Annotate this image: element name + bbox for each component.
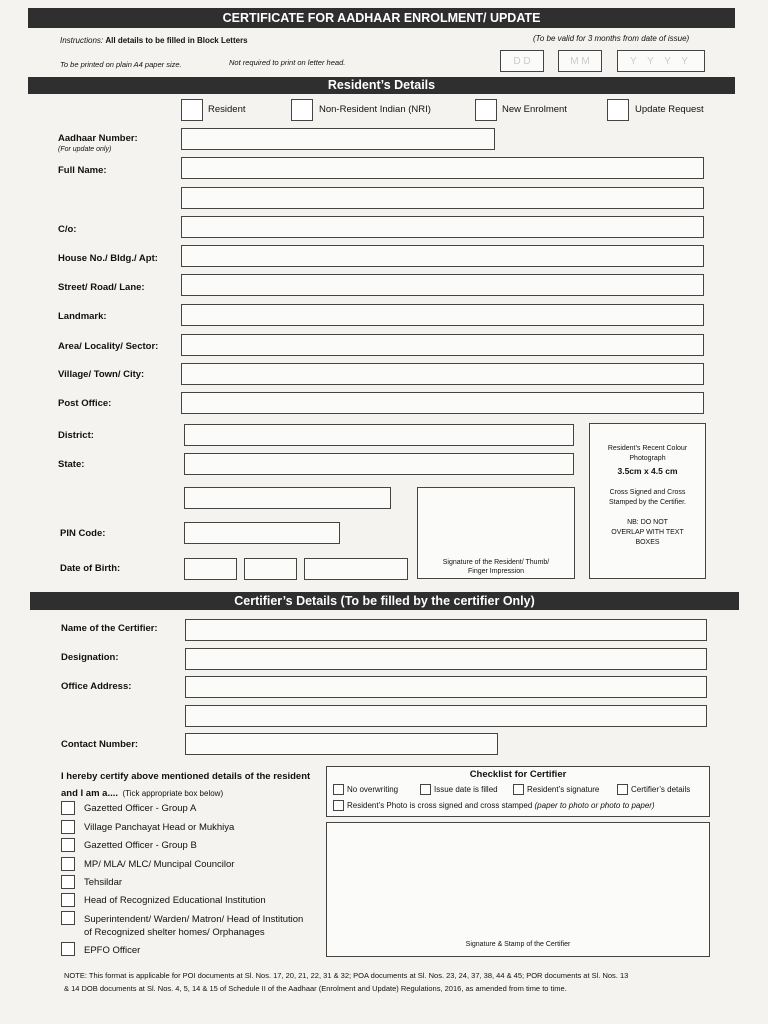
dob-year-field[interactable] bbox=[304, 558, 408, 580]
certifier-stamp-caption: Signature & Stamp of the Certifier bbox=[465, 941, 571, 948]
district-field[interactable] bbox=[184, 424, 574, 446]
care-of-field[interactable] bbox=[181, 216, 704, 238]
certifier-name-label: Name of the Certifier: bbox=[61, 623, 158, 634]
role-checkbox-epfo[interactable] bbox=[61, 942, 75, 956]
state-field-line2[interactable] bbox=[184, 487, 391, 509]
footer-note-line1: NOTE: This format is applicable for POI documents at Sl. Nos. 17, 20, 21, 22, 31 & 32; POA documents at Sl. Nos. 23, 24, 37, 38, 44 & 45; POR documents at Sl. Nos. 13 bbox=[64, 971, 629, 980]
photo-box[interactable] bbox=[589, 423, 706, 579]
office-address-label: Office Address: bbox=[61, 681, 132, 692]
certify-iam: and I am a.... bbox=[61, 788, 119, 799]
issue-date-year[interactable] bbox=[617, 50, 705, 72]
checklist-no-overwriting-label: No overwriting bbox=[347, 785, 399, 794]
instructions-line bbox=[60, 36, 248, 45]
checklist-photo-label: Resident’s Photo is cross signed and cross stamped bbox=[347, 801, 533, 810]
checklist-issue-date-label: Issue date is filled bbox=[434, 785, 498, 794]
designation-label: Designation: bbox=[61, 652, 119, 663]
certify-statement: I hereby certify above mentioned details of the resident bbox=[61, 771, 311, 782]
village-field[interactable] bbox=[181, 363, 704, 385]
certifier-name-field[interactable] bbox=[185, 619, 707, 641]
checklist-resident-signature-checkbox[interactable] bbox=[513, 784, 524, 795]
dob-day-field[interactable] bbox=[184, 558, 237, 580]
role-label-superintendent-line2: of Recognized shelter homes/ Orphanages bbox=[84, 927, 265, 938]
post-office-field[interactable] bbox=[181, 392, 704, 414]
district-label: District: bbox=[58, 430, 94, 441]
checklist-resident-signature-label: Resident’s signature bbox=[527, 785, 600, 794]
street-label: Street/ Road/ Lane: bbox=[58, 282, 145, 293]
care-of-label: C/o: bbox=[58, 224, 77, 235]
instructions-text: All details to be filled in Block Letters bbox=[105, 36, 248, 45]
update-request-checkbox[interactable] bbox=[607, 99, 629, 121]
full-name-label: Full Name: bbox=[58, 165, 107, 176]
letterhead-note: Not required to print on letter head. bbox=[229, 58, 346, 67]
resident-section-header: Resident’s Details bbox=[28, 77, 735, 94]
role-checkbox-gazetted-b[interactable] bbox=[61, 838, 75, 852]
new-enrolment-checkbox[interactable] bbox=[475, 99, 497, 121]
resident-signature-caption: Signature of the Resident/ Thumb/ Finger Impression bbox=[442, 559, 550, 575]
instructions-prefix: Instructions: bbox=[60, 36, 104, 45]
checklist-certifier-details-checkbox[interactable] bbox=[617, 784, 628, 795]
house-label: House No./ Bldg./ Apt: bbox=[58, 253, 158, 264]
resident-checkbox[interactable] bbox=[181, 99, 203, 121]
form-title: CERTIFICATE FOR AADHAAR ENROLMENT/ UPDATE bbox=[28, 8, 735, 28]
new-enrolment-label: New Enrolment bbox=[502, 104, 567, 115]
office-address-field-line2[interactable] bbox=[185, 705, 707, 727]
checklist-photo-line bbox=[347, 801, 655, 810]
landmark-field[interactable] bbox=[181, 304, 704, 326]
role-checkbox-mp-mla[interactable] bbox=[61, 857, 75, 871]
checklist-photo-note: (paper to photo or photo to paper) bbox=[534, 801, 655, 810]
footer-note-line2: & 14 DOB documents at Sl. Nos. 4, 5, 14 & 15 of Schedule II of the Aadhaar (Enrolment and Update) Regulations, 2016, as amended from time to time. bbox=[64, 984, 567, 993]
dob-label: Date of Birth: bbox=[60, 563, 121, 574]
photo-nb-note: NB: DO NOT OVERLAP WITH TEXT BOXES bbox=[611, 519, 684, 546]
certify-statement-line2 bbox=[61, 783, 223, 801]
checklist-photo-checkbox[interactable] bbox=[333, 800, 344, 811]
designation-field[interactable] bbox=[185, 648, 707, 670]
role-label-epfo: EPFO Officer bbox=[84, 945, 141, 956]
issue-date-year-placeholder: Y Y Y Y bbox=[630, 56, 692, 67]
certify-tick-note: (Tick appropriate box below) bbox=[122, 789, 224, 798]
role-checkbox-tehsildar[interactable] bbox=[61, 875, 75, 889]
role-label-tehsildar: Tehsildar bbox=[84, 877, 123, 888]
role-label-gazetted-a: Gazetted Officer - Group A bbox=[84, 803, 197, 814]
checklist-no-overwriting-checkbox[interactable] bbox=[333, 784, 344, 795]
checklist-certifier-details-label: Certifier’s details bbox=[631, 785, 691, 794]
nri-option-label: Non-Resident Indian (NRI) bbox=[319, 104, 431, 115]
certifier-section-header: Certifier’s Details (To be filled by the certifier Only) bbox=[30, 592, 739, 610]
post-office-label: Post Office: bbox=[58, 398, 112, 409]
role-checkbox-education-head[interactable] bbox=[61, 893, 75, 907]
full-name-field-line2[interactable] bbox=[181, 187, 704, 209]
issue-date-day[interactable] bbox=[500, 50, 544, 72]
aadhaar-update-note: (For update only) bbox=[58, 146, 112, 153]
resident-option-label: Resident bbox=[208, 104, 246, 115]
issue-date-month-placeholder: M M bbox=[570, 56, 590, 67]
role-label-mp-mla: MP/ MLA/ MLC/ Muncipal Councilor bbox=[84, 859, 235, 870]
certifier-stamp-box[interactable] bbox=[326, 822, 710, 957]
aadhaar-number-label: Aadhaar Number: bbox=[58, 133, 138, 144]
photo-size: 3.5cm x 4.5 cm bbox=[617, 466, 678, 476]
full-name-field[interactable] bbox=[181, 157, 704, 179]
office-address-field[interactable] bbox=[185, 676, 707, 698]
role-checkbox-superintendent[interactable] bbox=[61, 911, 75, 925]
checklist-title: Checklist for Certifier bbox=[469, 769, 567, 780]
area-field[interactable] bbox=[181, 334, 704, 356]
house-field[interactable] bbox=[181, 245, 704, 267]
village-label: Village/ Town/ City: bbox=[58, 369, 145, 380]
role-checkbox-panchayat[interactable] bbox=[61, 820, 75, 834]
role-label-education-head: Head of Recognized Educational Institution bbox=[84, 895, 266, 906]
checklist-issue-date-checkbox[interactable] bbox=[420, 784, 431, 795]
role-label-gazetted-b: Gazetted Officer - Group B bbox=[84, 840, 197, 851]
pin-code-label: PIN Code: bbox=[60, 528, 106, 539]
update-request-label: Update Request bbox=[635, 104, 704, 115]
nri-checkbox[interactable] bbox=[291, 99, 313, 121]
issue-date-day-placeholder: D D bbox=[513, 56, 531, 67]
role-label-superintendent: Superintendent/ Warden/ Matron/ Head of Institution bbox=[84, 914, 304, 925]
photo-instruction: Resident’s Recent Colour Photograph bbox=[607, 445, 688, 462]
dob-month-field[interactable] bbox=[244, 558, 297, 580]
area-label: Area/ Locality/ Sector: bbox=[58, 341, 159, 352]
pin-code-field[interactable] bbox=[184, 522, 340, 544]
role-checkbox-gazetted-a[interactable] bbox=[61, 801, 75, 815]
role-label-panchayat: Village Panchayat Head or Mukhiya bbox=[84, 822, 235, 833]
landmark-label: Landmark: bbox=[58, 311, 107, 322]
issue-date-month[interactable] bbox=[558, 50, 602, 72]
photo-cross-sign-note: Cross Signed and Cross Stamped by the Certifier. bbox=[608, 489, 687, 506]
street-field[interactable] bbox=[181, 274, 704, 296]
state-field[interactable] bbox=[184, 453, 574, 475]
validity-note: (To be valid for 3 months from date of issue) bbox=[533, 34, 690, 43]
contact-number-label: Contact Number: bbox=[61, 739, 139, 750]
paper-size-note: To be printed on plain A4 paper size. bbox=[60, 60, 182, 69]
state-label: State: bbox=[58, 459, 85, 470]
contact-number-field[interactable] bbox=[185, 733, 498, 755]
aadhaar-number-field[interactable] bbox=[181, 128, 495, 150]
